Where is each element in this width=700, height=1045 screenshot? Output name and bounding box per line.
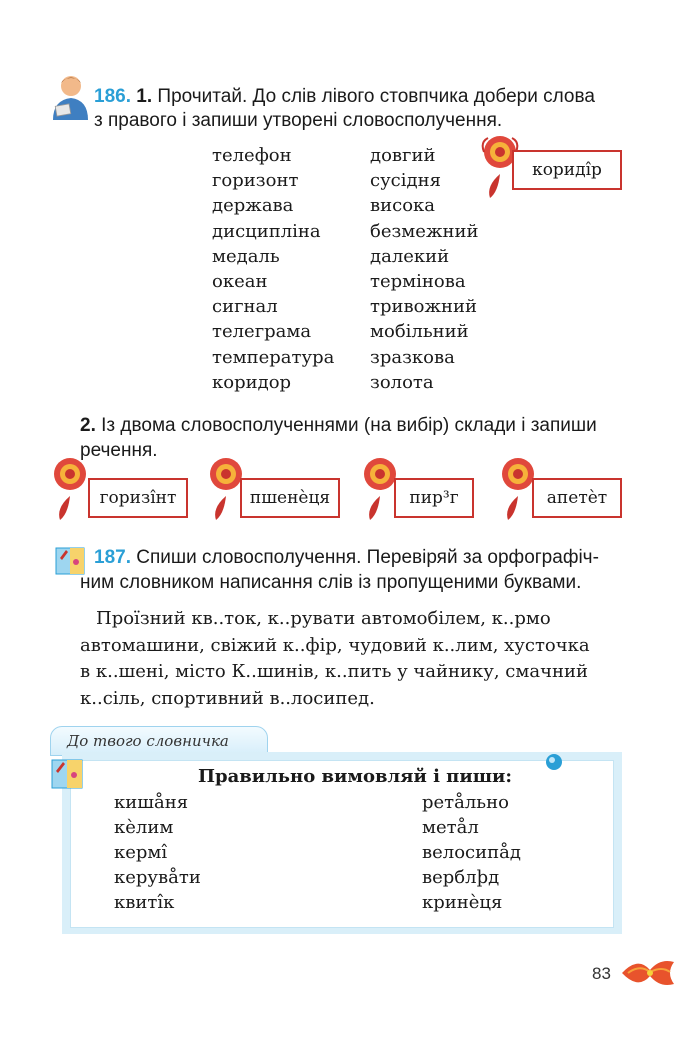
exercise-187-line2: ним словником написання слів із пропущеними буквами.: [80, 572, 582, 593]
word: тривожний: [370, 296, 477, 318]
word: далекий: [370, 245, 450, 267]
notebook-icon: [48, 756, 86, 790]
word: температура: [212, 346, 335, 368]
word: висока: [370, 195, 436, 217]
page-number: 83: [592, 964, 611, 983]
task-text: Спиши словосполучення. Перевіряй за орфографіч-: [136, 547, 599, 568]
task-text: Із двома словосполученнями (на вибір) склади і запиши: [101, 415, 597, 436]
dictionary-word: кèлим: [114, 817, 174, 838]
word: океан: [212, 271, 268, 293]
dictionary-word: ретåльно: [422, 792, 509, 813]
dictionary-left-column: [114, 790, 201, 915]
word: телеграма: [212, 321, 312, 343]
task-number: 1.: [136, 86, 153, 107]
word: медаль: [212, 245, 280, 267]
dictionary-word: метåл: [422, 817, 479, 838]
dictionary-word: керувåти: [114, 867, 201, 888]
word: коридор: [212, 371, 292, 393]
student-avatar-icon: [50, 74, 90, 120]
dictionary-word: верблþд: [422, 867, 500, 888]
word: держава: [212, 195, 294, 217]
task-2-line1: [80, 413, 597, 439]
word: довгий: [370, 145, 436, 166]
exercise-number: 186.: [94, 86, 131, 107]
exercise-number: 187.: [94, 547, 131, 568]
dictionary-tab: До твого словничка: [50, 726, 268, 756]
task-text: Прочитай. До слів лівого стовпчика добери слова: [157, 86, 595, 107]
pin-icon: [544, 752, 564, 772]
badge-apetyt: апетèт: [532, 478, 622, 518]
dictionary-word: велосипåд: [422, 842, 521, 863]
text-line: Проїзний кв..ток, к..рувати автомобілем, к..рмо: [96, 608, 551, 629]
word: термінова: [370, 271, 466, 293]
text-line: к..сіль, спортивний в..лосипед.: [80, 687, 375, 709]
word: сигнал: [212, 296, 278, 318]
badge-pshenytsia: пшенèця: [240, 478, 340, 518]
right-word-column: [370, 143, 479, 395]
leaf-ornament-icon: [620, 956, 676, 990]
word: золота: [370, 371, 434, 393]
badge-horyzont: горизı̂нт: [88, 478, 188, 518]
dictionary-title: Правильно вимовляй і пиши:: [198, 766, 513, 787]
dictionary-right-column: [422, 790, 521, 915]
word: зразкова: [370, 346, 455, 368]
dictionary-word: квитı̂к: [114, 892, 175, 913]
word: дисципліна: [212, 220, 321, 242]
badge-koridor: коридı̂р: [512, 150, 622, 190]
badge-pyrih: пир³г: [394, 478, 474, 518]
exercise-186-line2: з правого і запиши утворені словосполучення.: [94, 110, 503, 131]
task-2-line2: речення.: [80, 440, 158, 461]
dictionary-word: кишåня: [114, 792, 189, 813]
task-number: 2.: [80, 415, 96, 436]
exercise-187-line1: [94, 545, 599, 571]
left-word-column: [212, 143, 334, 395]
word: мобільний: [370, 321, 469, 343]
word: телефон: [212, 145, 292, 166]
text-line: в к..шені, місто К..шинів, к..пить у чайнику, смачний: [80, 661, 589, 682]
word: сусідня: [370, 170, 441, 192]
word: горизонт: [212, 170, 299, 192]
dictionary-word: кермı̂: [114, 842, 168, 863]
exercise-187-text: [80, 606, 622, 712]
text-line: автомашини, свіжий к..фір, чудовий к..лим, хусточка: [80, 634, 590, 656]
dictionary-word: кринèця: [422, 892, 503, 913]
word: безмежний: [370, 220, 479, 242]
exercise-186-line1: [94, 84, 595, 110]
